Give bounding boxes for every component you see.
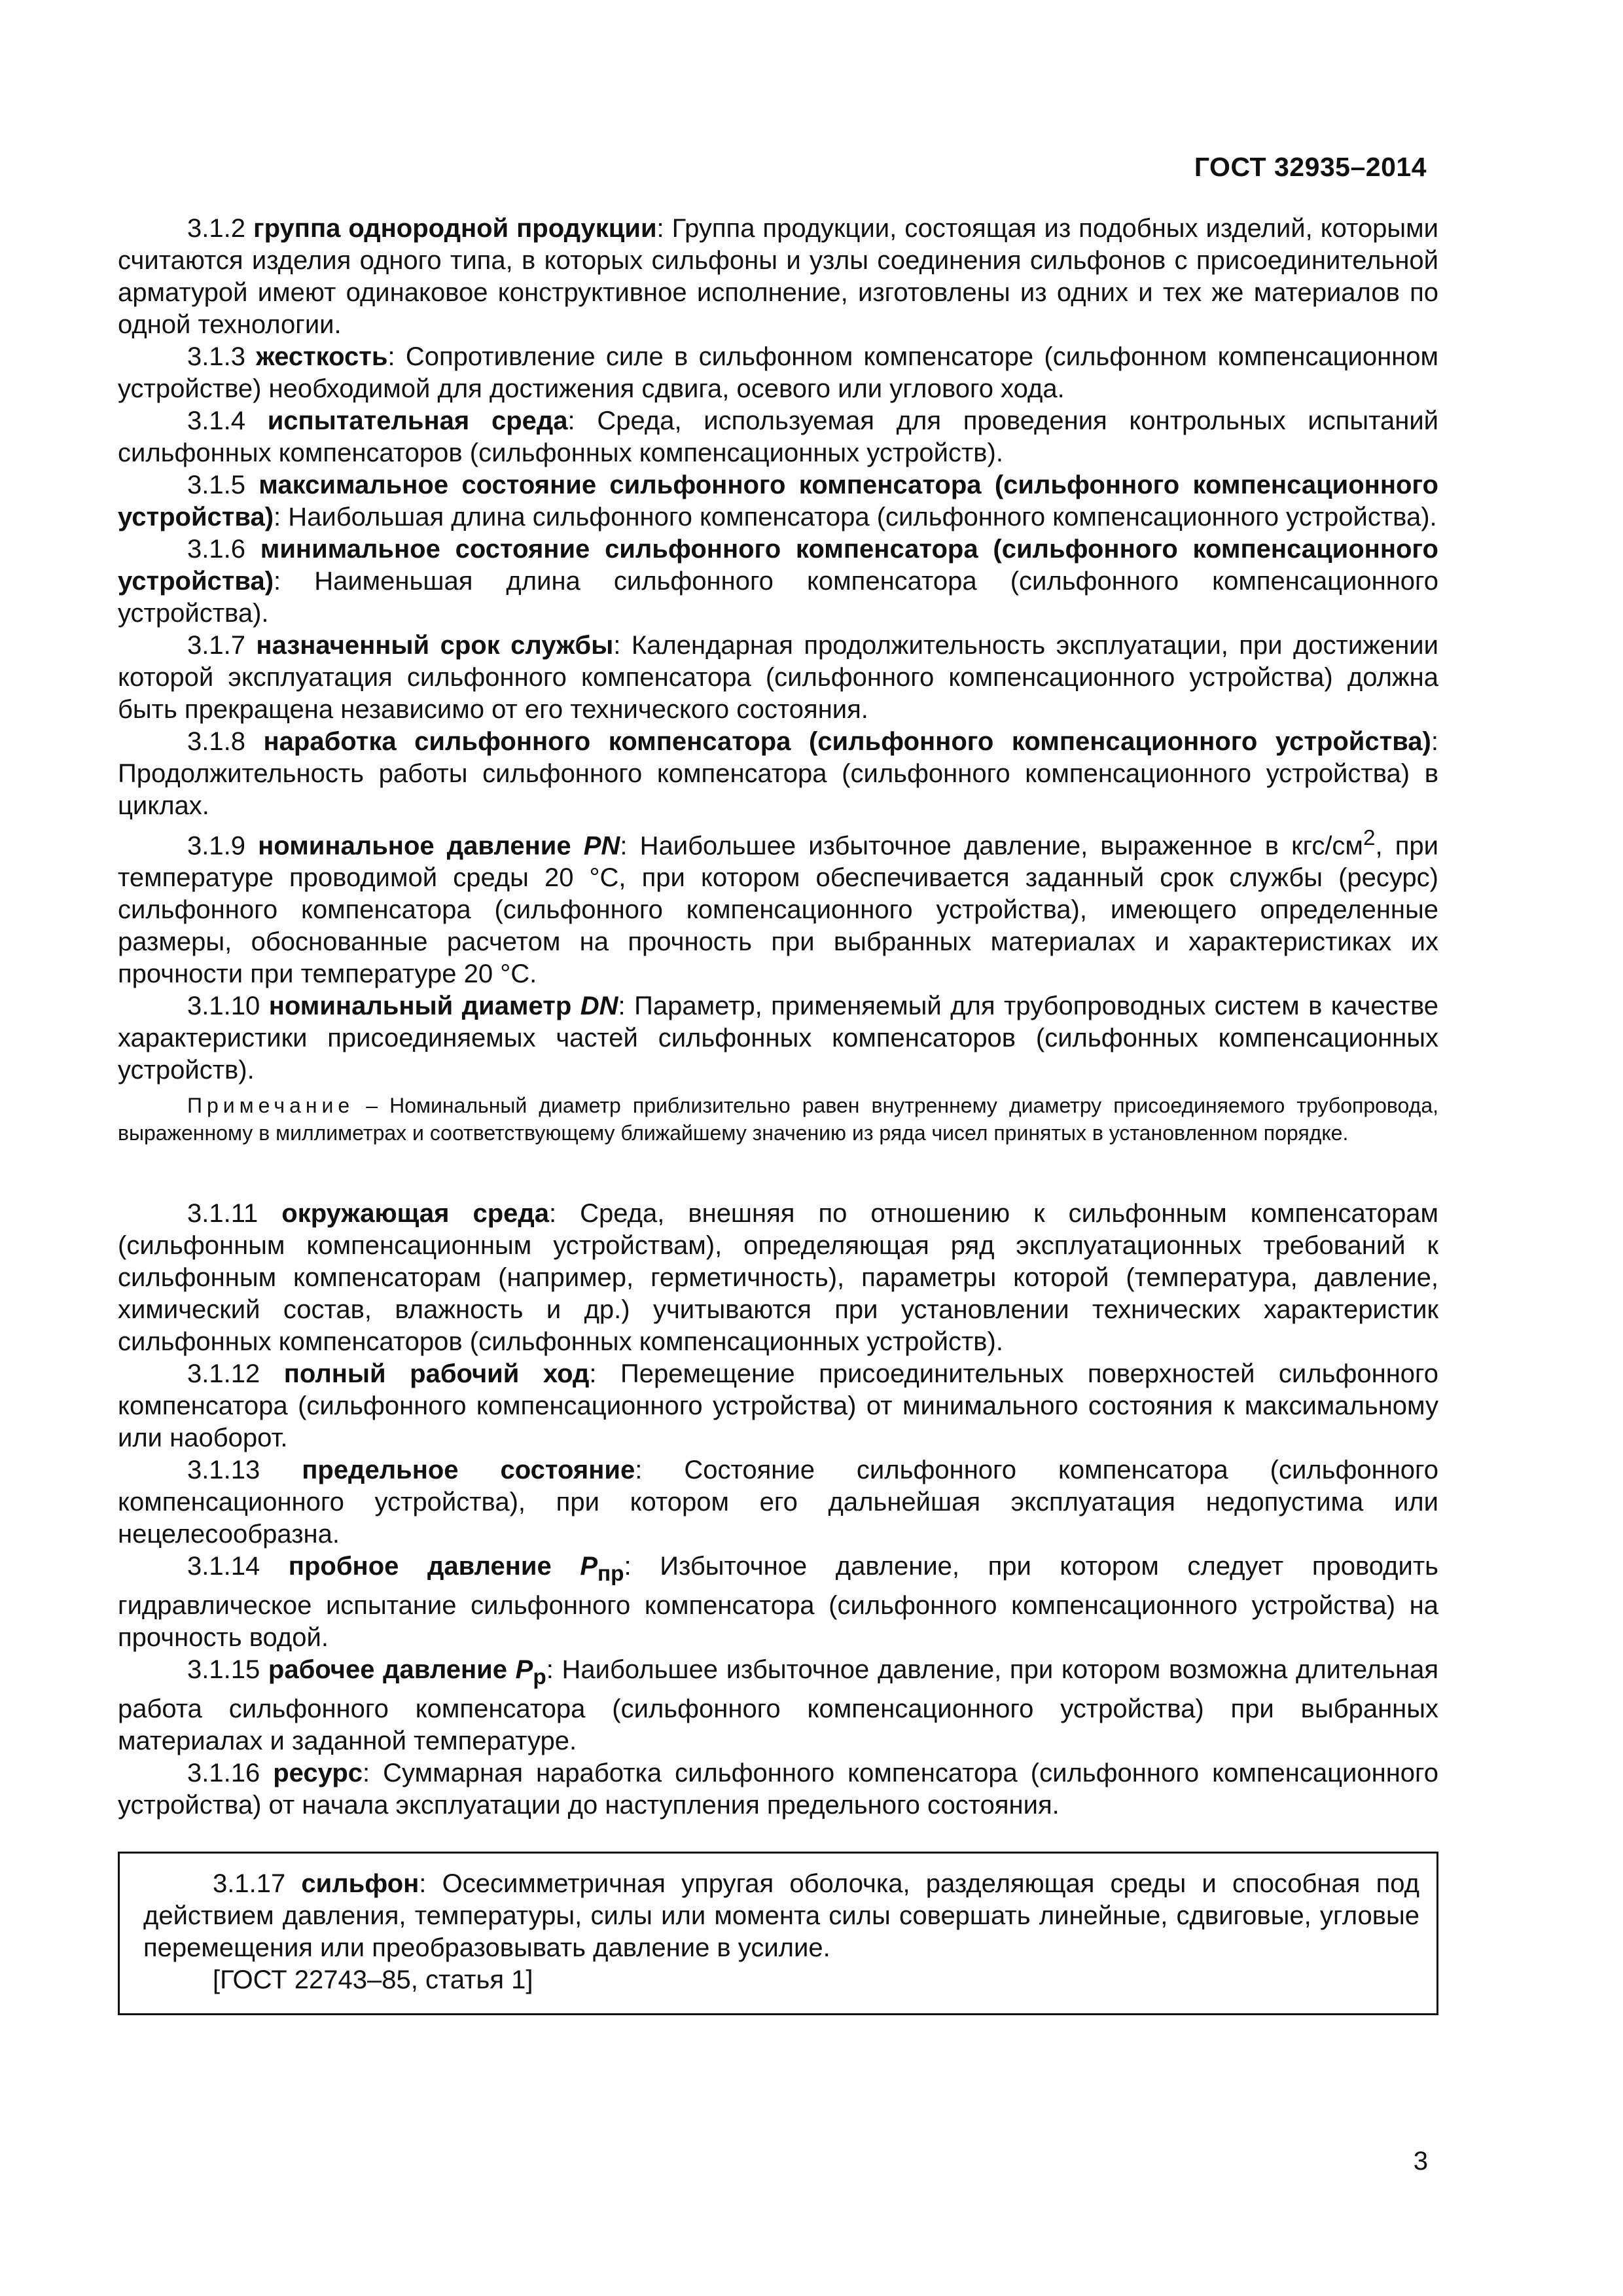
definition-text: Группа продукции, состоящая из подобных изделий, которыми считаются изделия одного типа, в которых сильфоны и узлы соединения сильфонов с присоединительной арматурой имеют одинаковое конструктивное исполнение, изготовлены из одних и тех же материалов по одной технологии. bbox=[118, 214, 1438, 339]
definition-text: Перемещение присоединительных поверхностей сильфонного компенсатора (сильфонного компенсационного устройства) от минимального состояния к максимальному или наоборот. bbox=[118, 1359, 1438, 1453]
separator: : bbox=[549, 1199, 580, 1229]
item-number: 3.1.16 bbox=[187, 1759, 260, 1788]
note bbox=[118, 1092, 1438, 1147]
definition-3-1-10 bbox=[118, 990, 1438, 1086]
item-number: 3.1.11 bbox=[187, 1199, 259, 1229]
item-number: 3.1.8 bbox=[187, 727, 245, 756]
item-number: 3.1.6 bbox=[187, 535, 245, 564]
definition-3-1-5 bbox=[118, 469, 1438, 533]
item-number: 3.1.4 bbox=[187, 406, 245, 435]
term: номинальное давление bbox=[258, 831, 571, 861]
subscript: р bbox=[533, 1665, 546, 1690]
term: группа однородной продукции bbox=[253, 214, 657, 243]
term: полный рабочий ход bbox=[283, 1359, 590, 1389]
definition-3-1-2 bbox=[118, 213, 1438, 341]
symbol-p: P bbox=[515, 1655, 533, 1685]
item-number: 3.1.5 bbox=[187, 471, 245, 499]
definition-3-1-8 bbox=[118, 726, 1438, 822]
term: сильфон bbox=[301, 1869, 419, 1899]
spacer bbox=[118, 1147, 1438, 1198]
term: ресурс bbox=[273, 1759, 363, 1788]
definition-3-1-16 bbox=[118, 1757, 1438, 1821]
definition-text: Наименьшая длина сильфонного компенсатора (сильфонного компенсационного устройства). bbox=[118, 567, 1438, 628]
definition-text: Наибольшая длина сильфонного компенсатора (сильфонного компенсационного устройства). bbox=[288, 503, 1437, 531]
definition-text: Среда, внешняя по отношению к сильфонным компенсаторам (сильфонным компенсационным устройствам), определяющая ряд эксплуатационных требований к сильфонным компенсаторам (например, герметичность), параметры которой (температура, давление, химический состав, влажность и др.) учитываются при установлении технических характеристик сильфонных компенсаторов (сильфонных компенсационных устройств). bbox=[118, 1199, 1438, 1357]
term: рабочее давление bbox=[268, 1655, 507, 1685]
separator: : bbox=[1431, 727, 1438, 756]
item-number: 3.1.17 bbox=[213, 1869, 286, 1899]
separator: : bbox=[613, 631, 632, 660]
separator: : bbox=[589, 1359, 621, 1389]
separator: : bbox=[635, 1456, 685, 1485]
term: минимальное состояние сильфонного компенсатора (сильфонного компенсационного устройства) bbox=[118, 535, 1438, 596]
definition-text: Продолжительность работы сильфонного компенсатора (сильфонного компенсационного устройства) в циклах. bbox=[118, 759, 1438, 820]
note-label: Примечание bbox=[187, 1094, 355, 1118]
item-number: 3.1.7 bbox=[187, 631, 245, 660]
definition-text: Среда, используемая для проведения контрольных испытаний сильфонных компенсаторов (сильфонных компенсационных устройств). bbox=[118, 406, 1438, 467]
term: назначенный срок службы bbox=[256, 631, 614, 660]
standard-reference: [ГОСТ 22743–85, статья 1] bbox=[213, 1965, 533, 1995]
definition-3-1-11 bbox=[118, 1198, 1438, 1358]
definition-3-1-9 bbox=[118, 822, 1438, 990]
note-text: – Номинальный диаметр приблизительно равен внутреннему диаметру присоединяемого трубопровода, выраженному в миллиметрах и соответствующему ближайшему значению из ряда чисел принятых в установленном порядке. bbox=[118, 1094, 1438, 1145]
separator: : bbox=[274, 503, 289, 531]
document-header: ГОСТ 32935–2014 bbox=[1194, 152, 1427, 182]
subscript: пр bbox=[597, 1562, 624, 1587]
definition-3-1-4 bbox=[118, 405, 1438, 469]
page-number: 3 bbox=[1413, 2147, 1428, 2176]
definition-text: : Избыточное давление, при котором следует проводить гидравлическое испытание сильфонного компенсатора (сильфонного компенсационного устройства) на прочность водой. bbox=[118, 1552, 1438, 1653]
item-number: 3.1.10 bbox=[187, 992, 260, 1021]
item-number: 3.1.15 bbox=[187, 1655, 260, 1685]
term: максимальное состояние сильфонного компенсатора (сильфонного компенсационного устройства) bbox=[118, 471, 1438, 531]
separator: : bbox=[363, 1759, 383, 1788]
item-number: 3.1.14 bbox=[187, 1552, 260, 1581]
definition-3-1-12 bbox=[118, 1358, 1438, 1454]
term: окружающая среда bbox=[281, 1199, 550, 1229]
boxed-definition-3-1-17 bbox=[118, 1852, 1438, 2015]
definition-text: Календарная продолжительность эксплуатации, при достижении которой эксплуатация сильфонного компенсатора (сильфонного компенсационного устройства) должна быть прекращена независимо от его технического состояния. bbox=[118, 631, 1438, 724]
definition-3-1-15 bbox=[118, 1654, 1438, 1757]
term: жесткость bbox=[256, 342, 388, 371]
definition-3-1-14 bbox=[118, 1551, 1438, 1654]
definition-3-1-6 bbox=[118, 533, 1438, 630]
definition-text: : Наибольшее избыточное давление, выраженное в кгс/см bbox=[620, 831, 1363, 861]
definition-text-cont: , при температуре проводимой среды 20 °С, при котором обеспечивается заданный срок службы (ресурс) сильфонного компенсатора (сильфонного компенсационного устройства), имеющего определенные размеры, обоснованные расчетом на прочность при выбранных материалах и характеристиках их прочности при температуре 20 °С. bbox=[118, 831, 1438, 989]
item-number: 3.1.3 bbox=[187, 342, 245, 371]
item-number: 3.1.12 bbox=[187, 1359, 260, 1389]
separator: : bbox=[387, 342, 406, 371]
term: пробное давление bbox=[288, 1552, 552, 1581]
symbol-p: P bbox=[580, 1552, 598, 1581]
item-number: 3.1.2 bbox=[187, 214, 245, 243]
separator: : bbox=[656, 214, 672, 243]
separator: : bbox=[419, 1869, 442, 1899]
item-number: 3.1.13 bbox=[187, 1456, 260, 1485]
symbol-pn: PN bbox=[583, 831, 620, 861]
definition-text: : Наибольшее избыточное давление, при котором возможна длительная работа сильфонного компенсатора (сильфонного компенсационного устройства) при выбранных материалах и заданной температуре. bbox=[118, 1655, 1438, 1756]
term: номинальный диаметр bbox=[268, 992, 572, 1021]
term: наработка сильфонного компенсатора (сильфонного компенсационного устройства) bbox=[263, 727, 1431, 756]
item-number: 3.1.9 bbox=[187, 831, 245, 861]
separator: : bbox=[274, 567, 315, 596]
superscript: 2 bbox=[1363, 826, 1376, 850]
definition-text: Сопротивление силе в сильфонном компенсаторе (сильфонном компенсационном устройстве) необходимой для достижения сдвига, осевого или углового хода. bbox=[118, 342, 1438, 403]
definition-text: Суммарная наработка сильфонного компенсатора (сильфонного компенсационного устройства) от начала эксплуатации до наступления предельного состояния. bbox=[118, 1759, 1438, 1820]
term: предельное состояние bbox=[302, 1456, 635, 1485]
definition-text: : Параметр, применяемый для трубопроводных систем в качестве характеристики присоединяемых частей сильфонных компенсаторов (сильфонных компенсационных устройств). bbox=[118, 992, 1438, 1085]
definition-3-1-7 bbox=[118, 630, 1438, 726]
definition-3-1-3 bbox=[118, 341, 1438, 405]
definition-text: Осесимметричная упругая оболочка, разделяющая среды и способная под действием давления, температуры, силы или момента силы совершать линейные, сдвиговые, угловые перемещения или преобразовывать давление в усилие. bbox=[143, 1869, 1419, 1963]
definition-3-1-13 bbox=[118, 1454, 1438, 1551]
definition-3-1-17 bbox=[143, 1868, 1419, 1964]
definition-text: Состояние сильфонного компенсатора (сильфонного компенсационного устройства), при котором его дальнейшая эксплуатация недопустима или нецелесообразна. bbox=[118, 1456, 1439, 1549]
separator: : bbox=[567, 406, 597, 435]
symbol-dn: DN bbox=[580, 992, 618, 1021]
term: испытательная среда bbox=[267, 406, 568, 435]
document-body bbox=[118, 213, 1438, 2015]
